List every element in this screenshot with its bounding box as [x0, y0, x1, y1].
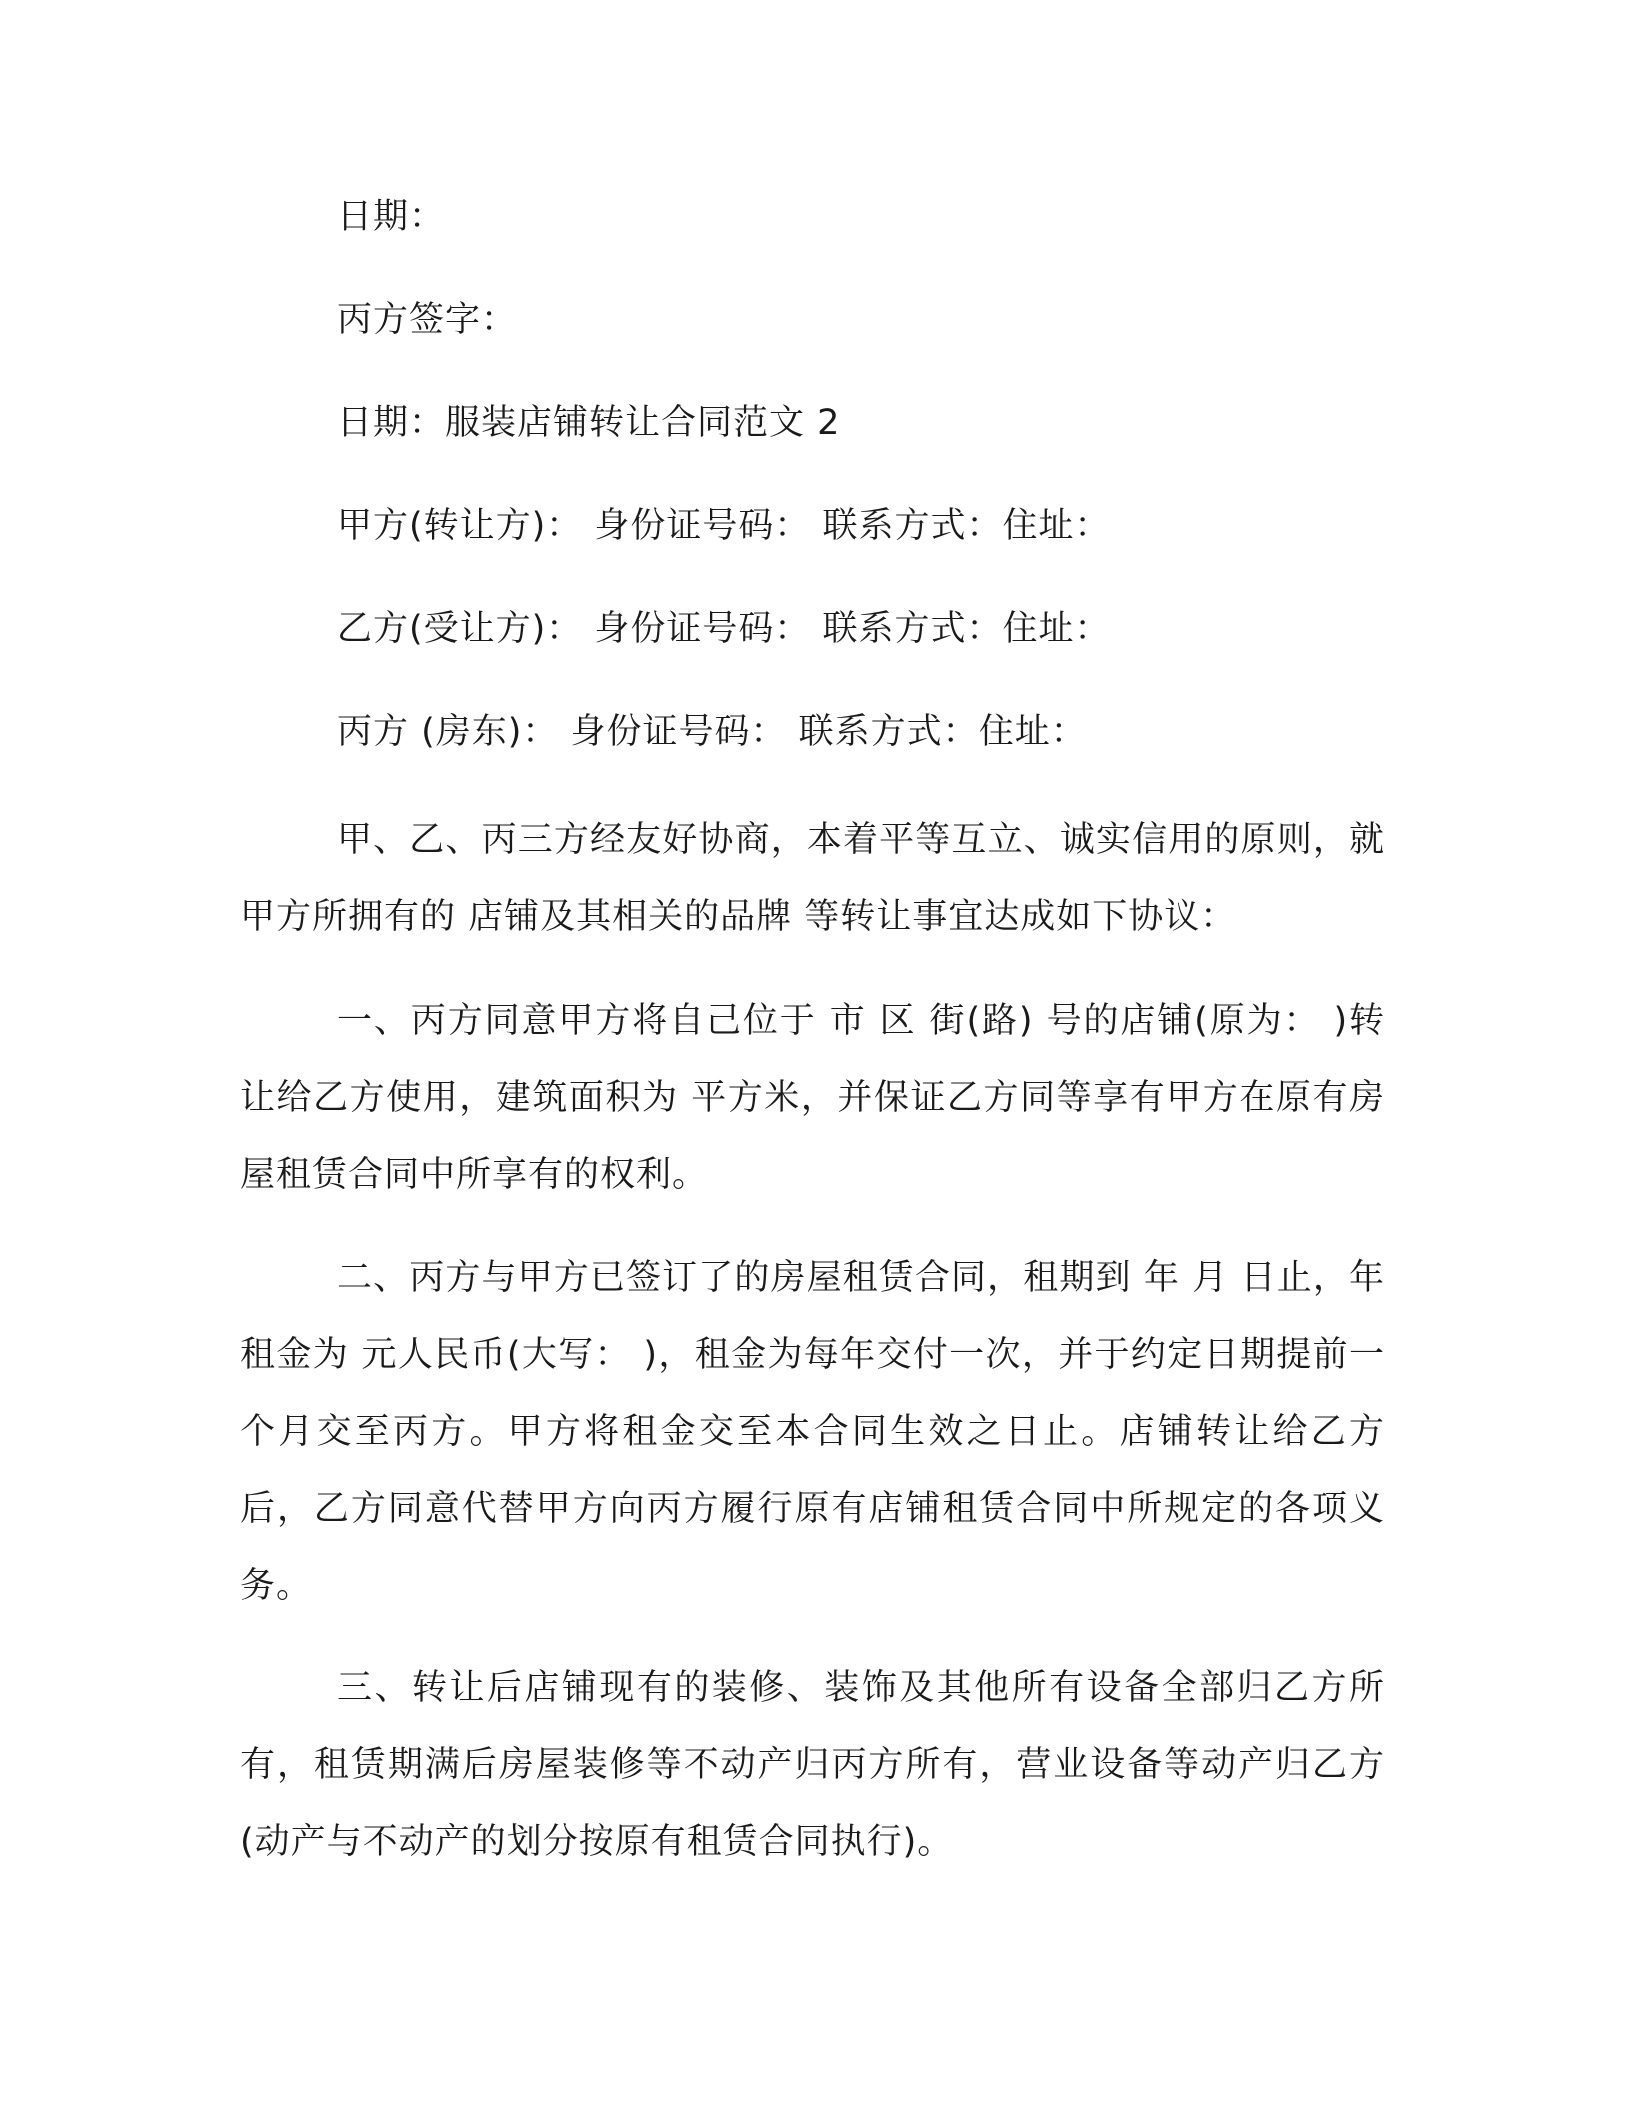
intro-paragraph: 甲、乙、丙三方经友好协商，本着平等互立、诚实信用的原则，就甲方所拥有的 店铺及其相关的品牌 等转让事宜达成如下协议： — [240, 820, 1385, 937]
party-c-info-line: 丙方 (房东)： 身份证号码： 联系方式：住址： — [337, 712, 1087, 752]
clause-3-paragraph: 三、转让后店铺现有的装修、装饰及其他所有设备全部归乙方所有，租赁期满后房屋装修等不动产归丙方所有，营业设备等动产归乙方(动产与不动产的划分按原有租赁合同执行)。 — [240, 1668, 1385, 1862]
date-line-2: 日期：服装店铺转让合同范文 2 — [337, 403, 841, 443]
party-b-info-line: 乙方(受让方)： 身份证号码： 联系方式：住址： — [337, 609, 1111, 649]
date-line-1: 日期： — [337, 197, 446, 237]
clause-2-paragraph: 二、丙方与甲方已签订了的房屋租赁合同，租期到 年 月 日止，年租金为 元人民币(大写： )，租金为每年交付一次，并于约定日期提前一个月交至丙方。甲方将租金交至本合同生效之日止。店铺转让给乙方后，乙方同意代替甲方向丙方履行原有店铺租赁合同中所规定的各项义务。 — [240, 1258, 1385, 1606]
clause-1-paragraph: 一、丙方同意甲方将自己位于 市 区 街(路) 号的店铺(原为： )转让给乙方使用，建筑面积为 平方米，并保证乙方同等享有甲方在原有房屋租赁合同中所享有的权利。 — [240, 1001, 1385, 1195]
party-a-info-line: 甲方(转让方)： 身份证号码： 联系方式：住址： — [337, 506, 1111, 546]
party-c-signature-line: 丙方签字： — [337, 300, 518, 340]
